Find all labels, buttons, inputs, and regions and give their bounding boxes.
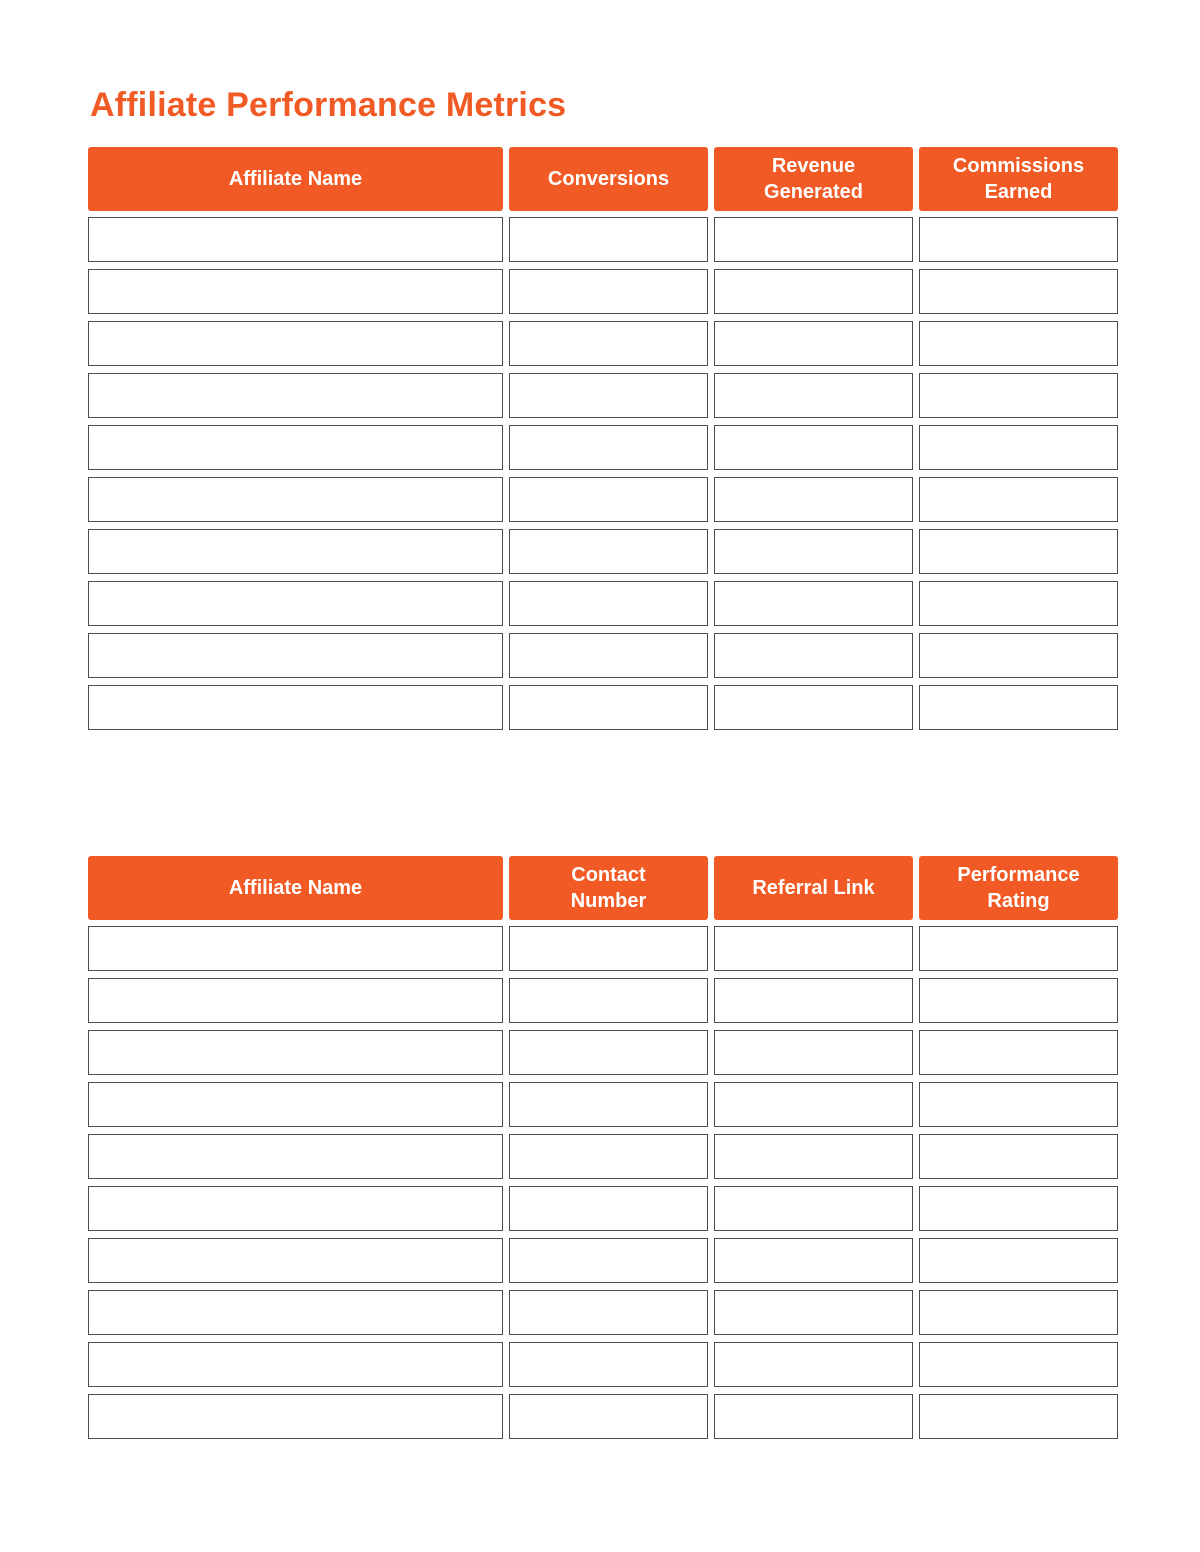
- empty-cell: [919, 477, 1118, 522]
- empty-cell: [509, 217, 708, 262]
- table-row: [88, 1342, 1115, 1387]
- table-row: [88, 1290, 1115, 1335]
- empty-cell: [714, 477, 913, 522]
- empty-cell: [714, 1290, 913, 1335]
- empty-cell: [919, 1186, 1118, 1231]
- empty-cell: [88, 1238, 503, 1283]
- empty-cell: [714, 425, 913, 470]
- empty-cell: [714, 1082, 913, 1127]
- empty-cell: [714, 1238, 913, 1283]
- table-row: [88, 633, 1115, 678]
- empty-cell: [88, 373, 503, 418]
- empty-cell: [919, 425, 1118, 470]
- table1-header-row: [88, 147, 1115, 211]
- empty-cell: [509, 1134, 708, 1179]
- empty-cell: [509, 633, 708, 678]
- table1-header-conversions: Conversions: [509, 147, 708, 211]
- empty-cell: [714, 633, 913, 678]
- empty-cell: [88, 1342, 503, 1387]
- empty-cell: [919, 1238, 1118, 1283]
- empty-cell: [509, 269, 708, 314]
- table1-header-commissions-earned: Commissions Earned: [919, 147, 1118, 211]
- contact-referral-table: [88, 856, 1115, 1439]
- table-row: [88, 1082, 1115, 1127]
- empty-cell: [509, 1394, 708, 1439]
- empty-cell: [509, 685, 708, 730]
- empty-cell: [88, 477, 503, 522]
- empty-cell: [509, 529, 708, 574]
- empty-cell: [88, 685, 503, 730]
- empty-cell: [919, 373, 1118, 418]
- table-row: [88, 581, 1115, 626]
- empty-cell: [919, 217, 1118, 262]
- table1-body: [88, 217, 1115, 730]
- empty-cell: [714, 978, 913, 1023]
- empty-cell: [714, 1394, 913, 1439]
- empty-cell: [509, 477, 708, 522]
- empty-cell: [509, 1290, 708, 1335]
- empty-cell: [714, 926, 913, 971]
- empty-cell: [509, 1342, 708, 1387]
- empty-cell: [714, 1030, 913, 1075]
- table-row: [88, 926, 1115, 971]
- table2-header-contact-number: Contact Number: [509, 856, 708, 920]
- empty-cell: [714, 373, 913, 418]
- empty-cell: [88, 978, 503, 1023]
- empty-cell: [88, 529, 503, 574]
- empty-cell: [88, 321, 503, 366]
- table-row: [88, 529, 1115, 574]
- table2-header-affiliate-name: Affiliate Name: [88, 856, 503, 920]
- empty-cell: [714, 1134, 913, 1179]
- empty-cell: [88, 1186, 503, 1231]
- table-row: [88, 269, 1115, 314]
- empty-cell: [509, 425, 708, 470]
- empty-cell: [714, 1186, 913, 1231]
- empty-cell: [88, 269, 503, 314]
- table-row: [88, 1394, 1115, 1439]
- empty-cell: [509, 978, 708, 1023]
- empty-cell: [919, 1342, 1118, 1387]
- empty-cell: [88, 1394, 503, 1439]
- empty-cell: [88, 1030, 503, 1075]
- empty-cell: [509, 1082, 708, 1127]
- empty-cell: [714, 269, 913, 314]
- table-row: [88, 1030, 1115, 1075]
- table1-header-affiliate-name: Affiliate Name: [88, 147, 503, 211]
- empty-cell: [714, 581, 913, 626]
- table-row: [88, 373, 1115, 418]
- empty-cell: [714, 529, 913, 574]
- empty-cell: [919, 978, 1118, 1023]
- performance-metrics-table: [88, 147, 1115, 730]
- empty-cell: [88, 1134, 503, 1179]
- table-row: [88, 978, 1115, 1023]
- empty-cell: [919, 633, 1118, 678]
- empty-cell: [919, 581, 1118, 626]
- empty-cell: [509, 373, 708, 418]
- empty-cell: [509, 1186, 708, 1231]
- empty-cell: [88, 581, 503, 626]
- empty-cell: [509, 581, 708, 626]
- empty-cell: [88, 1082, 503, 1127]
- empty-cell: [714, 685, 913, 730]
- table2-header-row: [88, 856, 1115, 920]
- table-row: [88, 321, 1115, 366]
- table-row: [88, 1238, 1115, 1283]
- empty-cell: [88, 425, 503, 470]
- table-row: [88, 425, 1115, 470]
- empty-cell: [919, 1082, 1118, 1127]
- empty-cell: [919, 1030, 1118, 1075]
- empty-cell: [509, 926, 708, 971]
- page-title: Affiliate Performance Metrics: [90, 86, 567, 124]
- empty-cell: [509, 321, 708, 366]
- empty-cell: [919, 926, 1118, 971]
- empty-cell: [714, 1342, 913, 1387]
- empty-cell: [919, 1290, 1118, 1335]
- table2-body: [88, 926, 1115, 1439]
- empty-cell: [88, 1290, 503, 1335]
- table-row: [88, 1186, 1115, 1231]
- table-row: [88, 477, 1115, 522]
- empty-cell: [88, 217, 503, 262]
- empty-cell: [714, 321, 913, 366]
- empty-cell: [919, 1134, 1118, 1179]
- table-row: [88, 217, 1115, 262]
- empty-cell: [919, 529, 1118, 574]
- table1-header-revenue-generated: Revenue Generated: [714, 147, 913, 211]
- empty-cell: [88, 926, 503, 971]
- empty-cell: [509, 1030, 708, 1075]
- table2-header-performance-rating: Performance Rating: [919, 856, 1118, 920]
- empty-cell: [714, 217, 913, 262]
- empty-cell: [919, 269, 1118, 314]
- empty-cell: [919, 1394, 1118, 1439]
- table-row: [88, 685, 1115, 730]
- empty-cell: [919, 685, 1118, 730]
- empty-cell: [919, 321, 1118, 366]
- table2-header-referral-link: Referral Link: [714, 856, 913, 920]
- table-row: [88, 1134, 1115, 1179]
- empty-cell: [88, 633, 503, 678]
- empty-cell: [509, 1238, 708, 1283]
